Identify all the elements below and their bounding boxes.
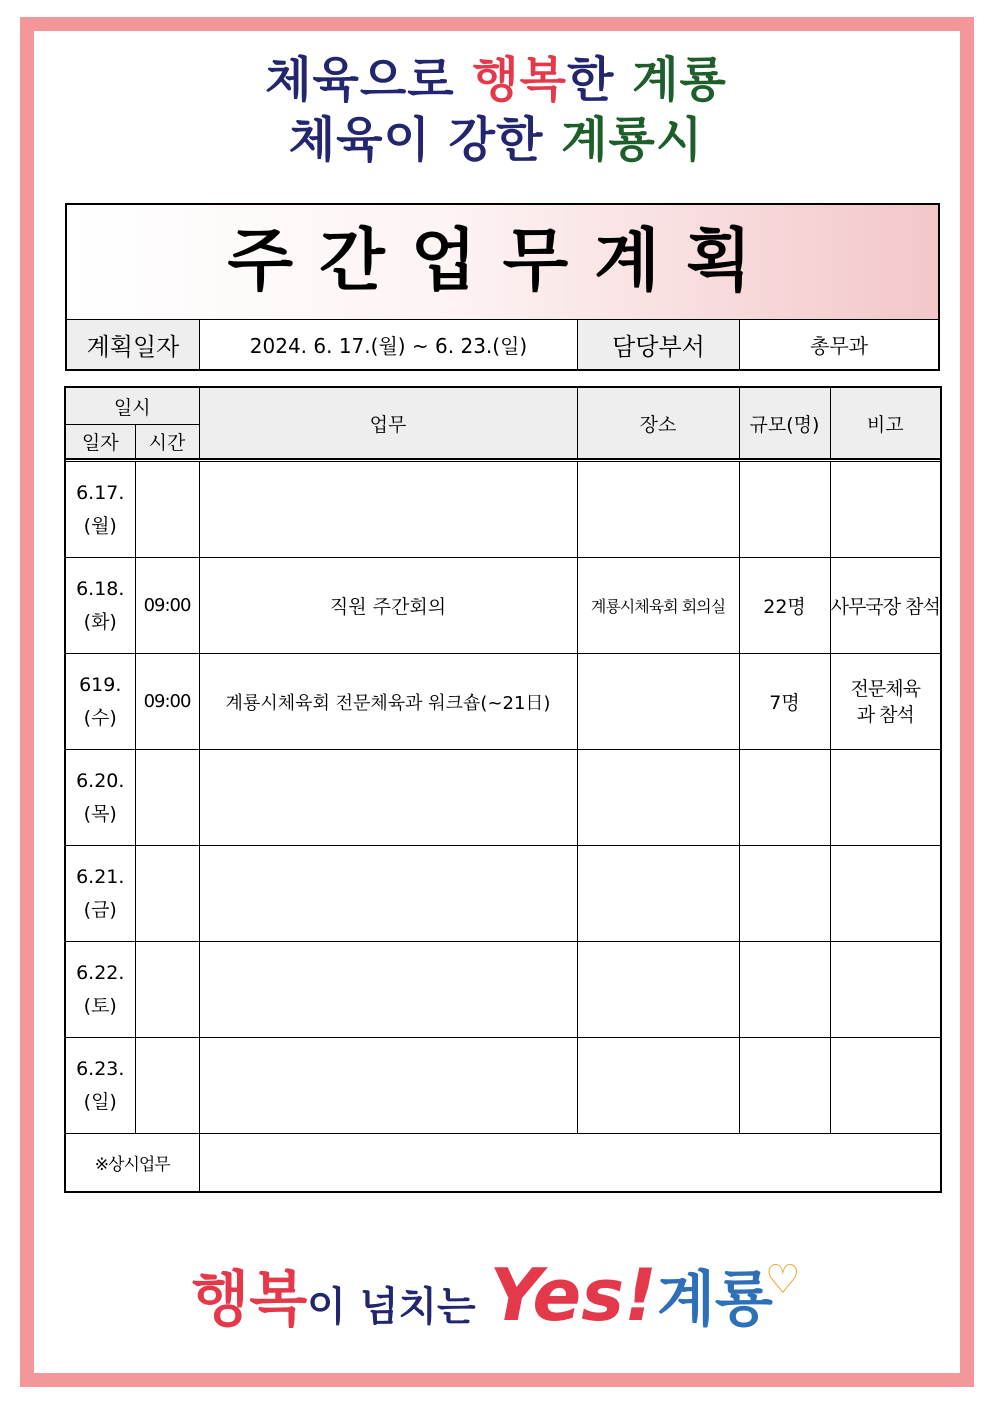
top-slogan-line-1 (0, 52, 992, 108)
place-cell (577, 942, 739, 1038)
note-cell (830, 1038, 941, 1134)
date-text: 6.17. (76, 481, 125, 504)
date-cell (65, 1038, 135, 1134)
day-text: (수) (83, 706, 117, 729)
time-cell: 09:00 (135, 654, 199, 750)
table-row (65, 462, 941, 558)
task-cell: 계룡시체육회 전문체육과 워크숍(~21日) (199, 654, 577, 750)
header-scale: 규모(명) (739, 387, 830, 459)
day-text: (금) (83, 898, 117, 921)
note-cell (830, 846, 941, 942)
date-cell (65, 654, 135, 750)
place-cell: 계룡시체육회 회의실 (577, 558, 739, 654)
place-cell (577, 1038, 739, 1134)
place-cell (577, 846, 739, 942)
task-cell (199, 462, 577, 558)
date-text: 6.23. (76, 1057, 125, 1080)
task-cell (199, 1038, 577, 1134)
day-text: (월) (83, 514, 117, 537)
table-row (65, 846, 941, 942)
header-date: 일자 (65, 425, 135, 460)
note-cell: 사무국장 참석 (830, 558, 941, 654)
scale-cell (739, 462, 830, 558)
task-cell (199, 942, 577, 1038)
time-cell (135, 462, 199, 558)
date-cell (65, 558, 135, 654)
slogan-text: 이 강한 (383, 112, 562, 168)
regular-tasks-label: ※상시업무 (65, 1134, 199, 1193)
note-cell: 전문체육과 참석 (830, 654, 941, 750)
table-row (65, 942, 941, 1038)
title-box (65, 203, 940, 371)
date-text: 6.22. (76, 961, 125, 984)
slogan-text: Yes! (489, 1253, 657, 1337)
table-row (65, 558, 941, 654)
date-cell (65, 750, 135, 846)
table-row (65, 1038, 941, 1134)
date-cell (65, 942, 135, 1038)
date-text: 619. (79, 673, 122, 696)
slogan-text: 체육으로 (265, 52, 473, 108)
scale-cell: 22명 (739, 558, 830, 654)
scale-cell (739, 750, 830, 846)
day-text: (목) (83, 802, 117, 825)
note-cell (830, 462, 941, 558)
time-cell (135, 1038, 199, 1134)
time-cell (135, 750, 199, 846)
bottom-slogan-logo (0, 1250, 992, 1352)
place-cell (577, 654, 739, 750)
plan-date-label: 계획일자 (67, 320, 200, 369)
slogan-text: 이 넘치는 (307, 1284, 490, 1330)
task-cell: 직원 주간회의 (199, 558, 577, 654)
header-time: 시간 (135, 425, 199, 460)
time-cell: 09:00 (135, 558, 199, 654)
slogan-text: 행복 (191, 1265, 308, 1335)
place-cell (577, 750, 739, 846)
table-row (65, 654, 941, 750)
slogan-text: 계룡 (656, 1265, 773, 1335)
slogan-text: 한 (567, 52, 633, 108)
header-note: 비고 (830, 387, 941, 459)
scale-cell (739, 1038, 830, 1134)
slogan-text: 계룡시 (561, 112, 704, 168)
regular-tasks-value (199, 1134, 941, 1193)
regular-tasks-row (65, 1134, 941, 1193)
dept-value: 총무과 (810, 334, 868, 358)
date-text: 6.20. (76, 769, 125, 792)
weekly-schedule-table (64, 386, 942, 1193)
header-datetime: 일시 (65, 387, 199, 425)
slogan-text: 행복 (472, 52, 568, 108)
scale-cell (739, 942, 830, 1038)
page-title: 주간업무계획 (227, 222, 778, 301)
scale-cell: 7명 (739, 654, 830, 750)
scale-cell (739, 846, 830, 942)
date-cell (65, 846, 135, 942)
title-banner (67, 205, 938, 320)
heart-icon: ♡ (764, 1257, 801, 1303)
task-cell (199, 750, 577, 846)
place-cell (577, 462, 739, 558)
table-row (65, 750, 941, 846)
header-place: 장소 (577, 387, 739, 459)
slogan-text: 체육 (288, 112, 384, 168)
note-cell (830, 750, 941, 846)
time-cell (135, 846, 199, 942)
header-task: 업무 (199, 387, 577, 459)
date-text: 6.21. (76, 865, 125, 888)
day-text: (화) (83, 610, 117, 633)
top-slogan-line-2 (0, 112, 992, 168)
slogan-text: 계룡 (632, 52, 727, 108)
time-cell (135, 942, 199, 1038)
plan-date-value: 2024. 6. 17.(월) ~ 6. 23.(일) (200, 320, 578, 369)
date-cell (65, 462, 135, 558)
day-text: (토) (83, 994, 117, 1017)
day-text: (일) (83, 1090, 117, 1113)
plan-info-row (67, 320, 938, 369)
date-text: 6.18. (76, 577, 125, 600)
dept-label: 담당부서 (578, 320, 740, 369)
note-cell (830, 942, 941, 1038)
task-cell (199, 846, 577, 942)
